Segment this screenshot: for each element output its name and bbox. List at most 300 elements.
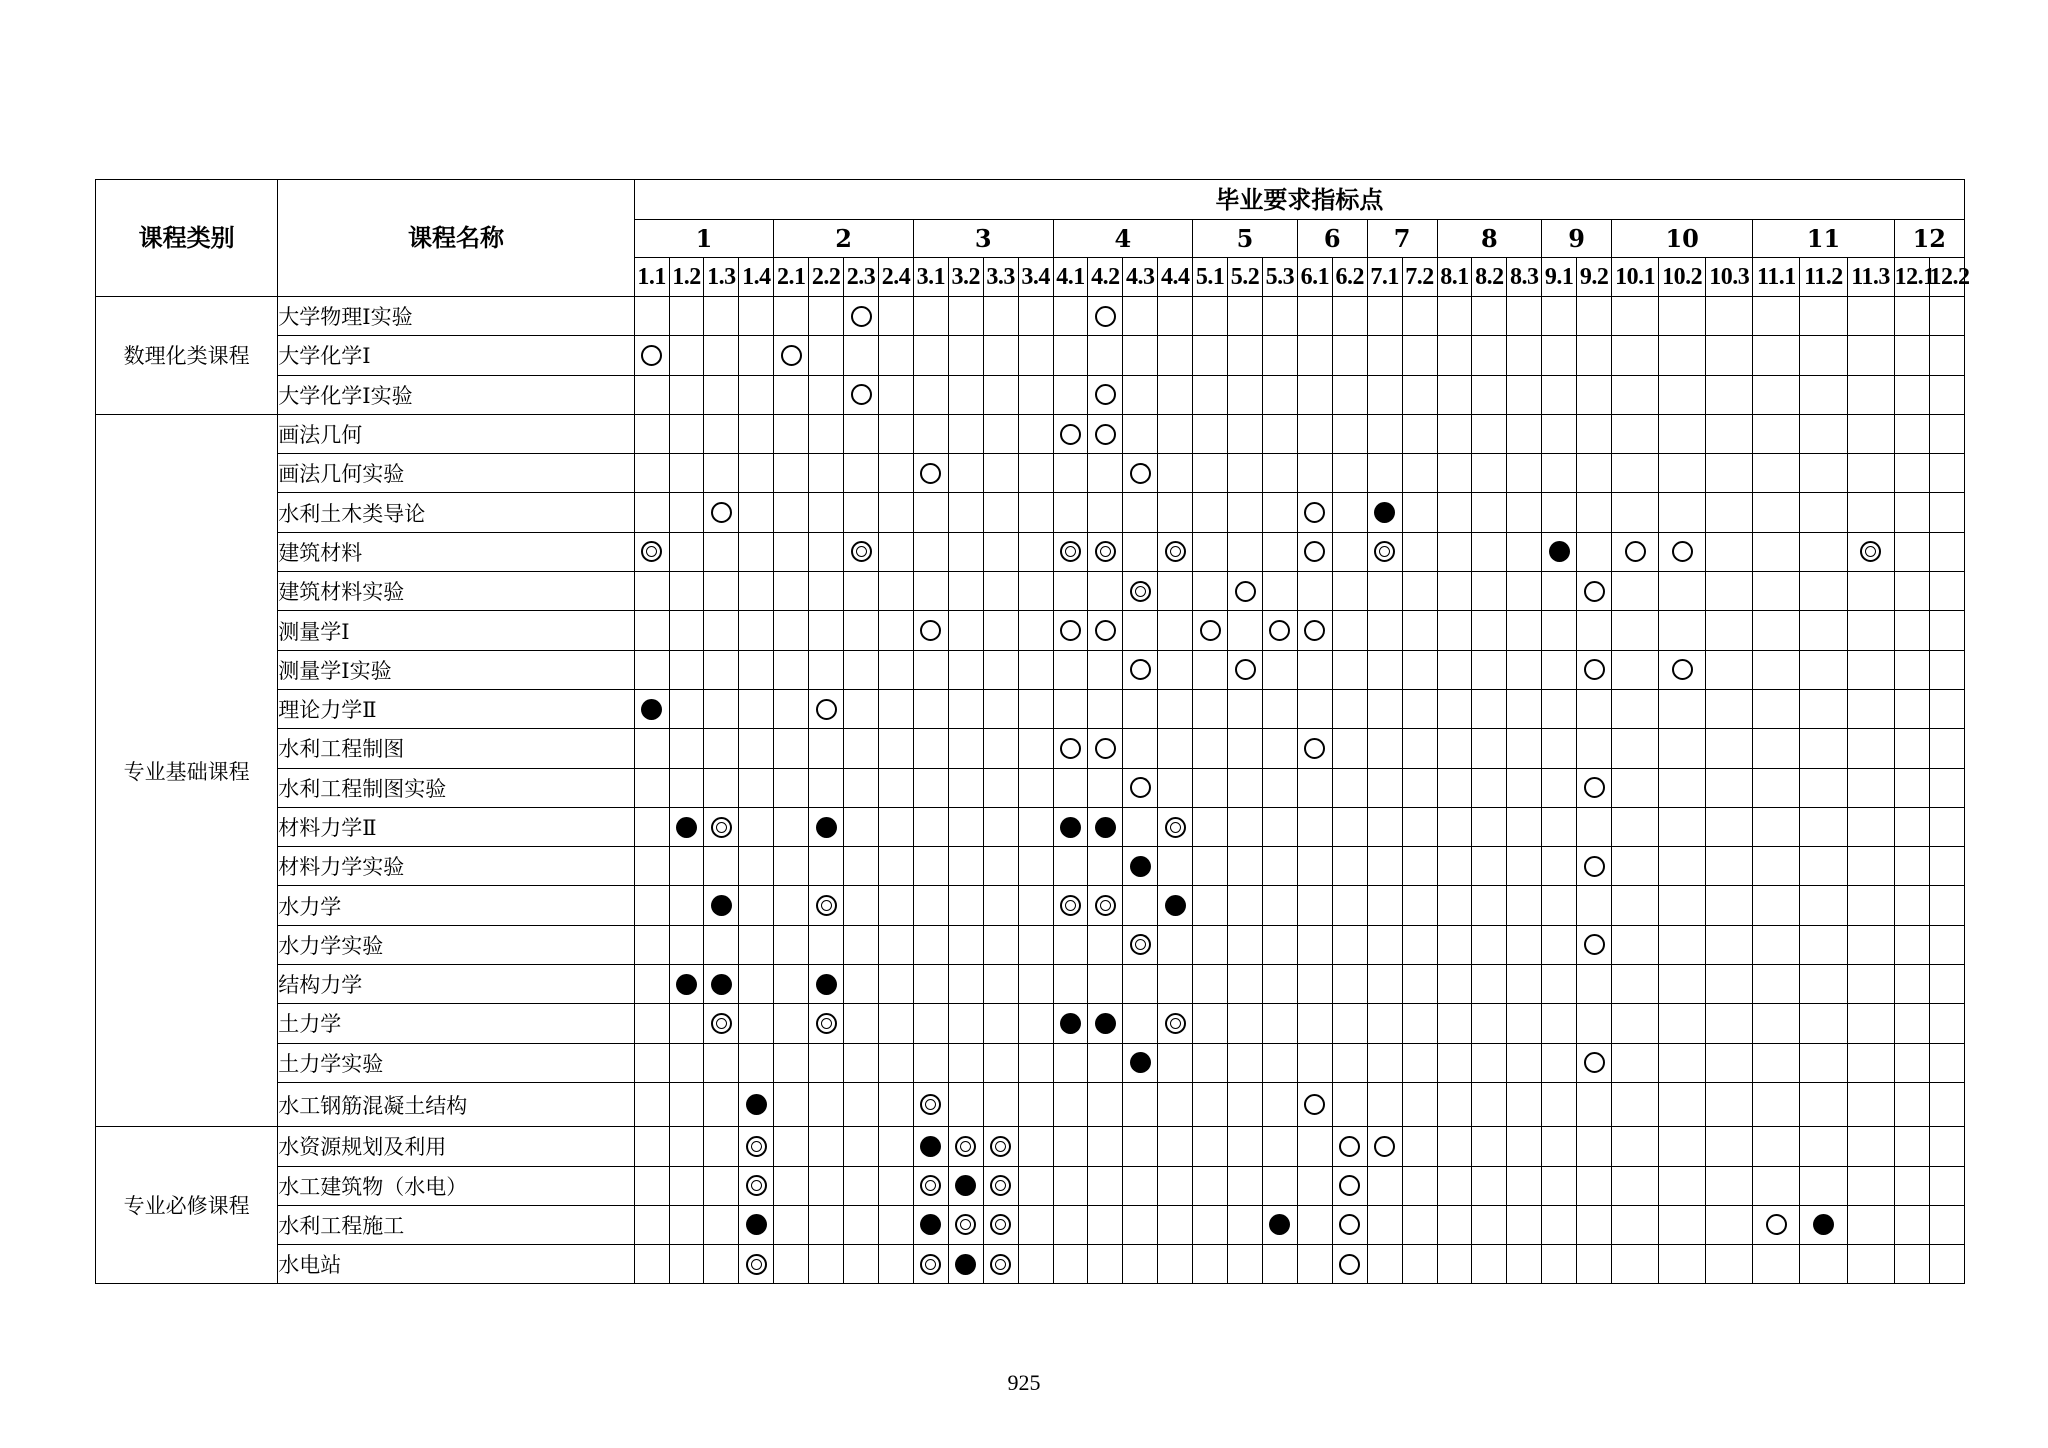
matrix-cell-2.1 — [774, 611, 809, 650]
indicator-header-6.1: 6.1 — [1297, 258, 1332, 297]
matrix-cell-3.3 — [983, 886, 1018, 925]
course-name: 结构力学 — [278, 965, 634, 1004]
matrix-cell-8.1 — [1437, 1082, 1472, 1126]
matrix-cell-1.3 — [704, 1205, 739, 1244]
matrix-cell-5.3 — [1262, 768, 1297, 807]
matrix-cell-12.2 — [1929, 532, 1965, 571]
matrix-cell-11.1 — [1753, 572, 1800, 611]
requirements-matrix-sheet — [95, 179, 1970, 1284]
header-course-category: 课程类别 — [96, 180, 278, 297]
circle-open-icon — [1200, 620, 1221, 641]
course-category: 数理化类课程 — [96, 297, 278, 415]
matrix-cell-2.2 — [809, 729, 844, 768]
matrix-cell-3.1 — [913, 1205, 948, 1244]
circle-open-icon — [781, 345, 802, 366]
matrix-cell-4.2 — [1088, 572, 1123, 611]
circle-open-icon — [1130, 659, 1151, 680]
circle-open-icon — [1339, 1214, 1360, 1235]
matrix-cell-5.3 — [1262, 1043, 1297, 1082]
matrix-cell-1.4 — [739, 572, 774, 611]
matrix-cell-8.2 — [1472, 414, 1507, 453]
indicator-header-10.1: 10.1 — [1612, 258, 1659, 297]
matrix-cell-5.1 — [1193, 1245, 1228, 1284]
matrix-cell-8.1 — [1437, 1004, 1472, 1043]
matrix-cell-12.2 — [1929, 1004, 1965, 1043]
matrix-cell-3.2 — [948, 336, 983, 375]
matrix-cell-8.3 — [1507, 965, 1542, 1004]
matrix-cell-11.2 — [1800, 1043, 1847, 1082]
matrix-cell-12.1 — [1894, 886, 1929, 925]
matrix-cell-8.3 — [1507, 572, 1542, 611]
matrix-cell-5.1 — [1193, 925, 1228, 964]
matrix-cell-11.1 — [1753, 297, 1800, 336]
matrix-cell-1.2 — [669, 454, 704, 493]
matrix-cell-8.1 — [1437, 454, 1472, 493]
matrix-cell-2.4 — [879, 1205, 914, 1244]
matrix-cell-10.3 — [1706, 375, 1753, 414]
matrix-cell-9.1 — [1542, 572, 1577, 611]
matrix-cell-10.2 — [1659, 1127, 1706, 1166]
matrix-cell-4.1 — [1053, 1082, 1088, 1126]
matrix-cell-1.3 — [704, 375, 739, 414]
matrix-cell-2.2 — [809, 1127, 844, 1166]
matrix-cell-11.1 — [1753, 493, 1800, 532]
matrix-cell-11.1 — [1753, 611, 1800, 650]
matrix-cell-10.1 — [1612, 807, 1659, 846]
matrix-cell-10.2 — [1659, 611, 1706, 650]
matrix-cell-7.1 — [1367, 1205, 1402, 1244]
matrix-cell-1.2 — [669, 297, 704, 336]
table-row — [96, 1043, 1965, 1082]
table-row — [96, 611, 1965, 650]
matrix-cell-10.1 — [1612, 768, 1659, 807]
course-name: 水利工程制图实验 — [278, 768, 634, 807]
matrix-cell-9.1 — [1542, 729, 1577, 768]
matrix-cell-4.2 — [1088, 493, 1123, 532]
circle-filled-icon — [955, 1254, 976, 1275]
matrix-cell-12.1 — [1894, 925, 1929, 964]
matrix-cell-1.3 — [704, 572, 739, 611]
table-row — [96, 965, 1965, 1004]
matrix-cell-11.1 — [1753, 689, 1800, 728]
matrix-cell-2.2 — [809, 847, 844, 886]
matrix-cell-10.2 — [1659, 807, 1706, 846]
matrix-cell-1.3 — [704, 807, 739, 846]
circle-double-icon — [955, 1136, 976, 1157]
matrix-cell-4.4 — [1158, 493, 1193, 532]
matrix-cell-2.3 — [844, 768, 879, 807]
matrix-cell-7.2 — [1402, 1166, 1437, 1205]
matrix-cell-5.3 — [1262, 297, 1297, 336]
matrix-cell-2.3 — [844, 336, 879, 375]
matrix-cell-5.2 — [1228, 965, 1263, 1004]
matrix-cell-2.3 — [844, 414, 879, 453]
matrix-cell-2.4 — [879, 297, 914, 336]
matrix-cell-3.2 — [948, 572, 983, 611]
matrix-cell-7.1 — [1367, 493, 1402, 532]
matrix-cell-8.3 — [1507, 847, 1542, 886]
matrix-cell-6.2 — [1332, 886, 1367, 925]
matrix-cell-10.3 — [1706, 1043, 1753, 1082]
matrix-cell-9.1 — [1542, 1004, 1577, 1043]
matrix-cell-1.1 — [634, 689, 669, 728]
matrix-cell-9.1 — [1542, 611, 1577, 650]
matrix-cell-2.3 — [844, 847, 879, 886]
circle-open-icon — [1130, 463, 1151, 484]
matrix-cell-5.1 — [1193, 375, 1228, 414]
matrix-cell-8.3 — [1507, 650, 1542, 689]
matrix-cell-10.3 — [1706, 1004, 1753, 1043]
matrix-cell-10.3 — [1706, 1245, 1753, 1284]
matrix-cell-1.2 — [669, 1127, 704, 1166]
page-number: 925 — [1007, 1370, 1041, 1395]
matrix-cell-10.2 — [1659, 414, 1706, 453]
matrix-cell-7.1 — [1367, 1082, 1402, 1126]
circle-open-icon — [1095, 306, 1116, 327]
matrix-cell-7.2 — [1402, 650, 1437, 689]
matrix-cell-1.4 — [739, 297, 774, 336]
circle-double-icon — [1165, 541, 1186, 562]
matrix-cell-10.3 — [1706, 886, 1753, 925]
matrix-cell-2.1 — [774, 336, 809, 375]
matrix-cell-1.3 — [704, 847, 739, 886]
indicator-header-4.1: 4.1 — [1053, 258, 1088, 297]
matrix-cell-11.3 — [1847, 1166, 1894, 1205]
matrix-cell-9.2 — [1577, 729, 1612, 768]
circle-open-icon — [1060, 738, 1081, 759]
matrix-cell-2.1 — [774, 729, 809, 768]
matrix-cell-1.1 — [634, 729, 669, 768]
matrix-cell-8.2 — [1472, 454, 1507, 493]
matrix-cell-3.3 — [983, 965, 1018, 1004]
matrix-cell-11.1 — [1753, 336, 1800, 375]
circle-filled-icon — [641, 699, 662, 720]
matrix-cell-11.3 — [1847, 336, 1894, 375]
indicator-header-11.2: 11.2 — [1800, 258, 1847, 297]
matrix-cell-2.2 — [809, 611, 844, 650]
matrix-cell-4.4 — [1158, 807, 1193, 846]
matrix-cell-12.2 — [1929, 611, 1965, 650]
matrix-cell-11.3 — [1847, 729, 1894, 768]
matrix-cell-7.2 — [1402, 729, 1437, 768]
indicator-header-1.2: 1.2 — [669, 258, 704, 297]
indicator-header-3.4: 3.4 — [1018, 258, 1053, 297]
matrix-cell-3.1 — [913, 650, 948, 689]
matrix-cell-9.1 — [1542, 1166, 1577, 1205]
matrix-cell-5.3 — [1262, 847, 1297, 886]
matrix-cell-1.3 — [704, 1043, 739, 1082]
matrix-cell-6.1 — [1297, 1004, 1332, 1043]
matrix-cell-7.1 — [1367, 1004, 1402, 1043]
matrix-cell-7.2 — [1402, 1127, 1437, 1166]
course-name: 水电站 — [278, 1245, 634, 1284]
matrix-cell-2.2 — [809, 297, 844, 336]
matrix-cell-1.4 — [739, 807, 774, 846]
circle-filled-icon — [1060, 1013, 1081, 1034]
matrix-cell-11.1 — [1753, 650, 1800, 689]
matrix-cell-2.3 — [844, 807, 879, 846]
matrix-cell-1.2 — [669, 572, 704, 611]
table-row — [96, 925, 1965, 964]
matrix-cell-11.2 — [1800, 336, 1847, 375]
matrix-cell-1.3 — [704, 965, 739, 1004]
circle-open-icon — [851, 384, 872, 405]
matrix-cell-2.3 — [844, 1166, 879, 1205]
matrix-cell-5.1 — [1193, 493, 1228, 532]
matrix-cell-12.1 — [1894, 729, 1929, 768]
course-name: 测量学Ⅰ实验 — [278, 650, 634, 689]
course-name: 画法几何实验 — [278, 454, 634, 493]
matrix-cell-2.4 — [879, 1127, 914, 1166]
matrix-cell-5.3 — [1262, 532, 1297, 571]
matrix-cell-8.3 — [1507, 1205, 1542, 1244]
matrix-cell-9.2 — [1577, 414, 1612, 453]
matrix-cell-4.2 — [1088, 1127, 1123, 1166]
matrix-cell-9.2 — [1577, 925, 1612, 964]
matrix-cell-10.2 — [1659, 532, 1706, 571]
matrix-cell-12.2 — [1929, 689, 1965, 728]
matrix-cell-5.2 — [1228, 925, 1263, 964]
matrix-cell-3.2 — [948, 965, 983, 1004]
circle-open-icon — [1625, 541, 1646, 562]
matrix-cell-10.1 — [1612, 1127, 1659, 1166]
matrix-cell-3.1 — [913, 886, 948, 925]
matrix-cell-2.4 — [879, 454, 914, 493]
matrix-cell-3.4 — [1018, 689, 1053, 728]
matrix-cell-3.4 — [1018, 1082, 1053, 1126]
matrix-cell-2.1 — [774, 1004, 809, 1043]
matrix-cell-5.1 — [1193, 572, 1228, 611]
matrix-cell-6.1 — [1297, 689, 1332, 728]
matrix-cell-2.2 — [809, 965, 844, 1004]
matrix-cell-5.3 — [1262, 336, 1297, 375]
requirement-header-11: 11 — [1753, 220, 1894, 258]
matrix-cell-11.2 — [1800, 689, 1847, 728]
matrix-cell-6.2 — [1332, 965, 1367, 1004]
matrix-cell-9.1 — [1542, 1043, 1577, 1082]
matrix-cell-2.2 — [809, 454, 844, 493]
matrix-cell-3.4 — [1018, 336, 1053, 375]
circle-open-icon — [1584, 777, 1605, 798]
matrix-cell-3.2 — [948, 1205, 983, 1244]
matrix-cell-4.1 — [1053, 847, 1088, 886]
matrix-cell-5.2 — [1228, 847, 1263, 886]
matrix-cell-7.1 — [1367, 1245, 1402, 1284]
matrix-cell-8.3 — [1507, 532, 1542, 571]
circle-double-icon — [1060, 895, 1081, 916]
matrix-cell-10.1 — [1612, 1205, 1659, 1244]
matrix-cell-12.1 — [1894, 414, 1929, 453]
matrix-cell-4.1 — [1053, 414, 1088, 453]
matrix-cell-7.1 — [1367, 297, 1402, 336]
matrix-cell-2.4 — [879, 807, 914, 846]
matrix-cell-11.2 — [1800, 611, 1847, 650]
matrix-cell-5.2 — [1228, 1004, 1263, 1043]
matrix-cell-2.2 — [809, 1043, 844, 1082]
matrix-cell-11.3 — [1847, 1245, 1894, 1284]
course-name: 水力学实验 — [278, 925, 634, 964]
matrix-cell-8.1 — [1437, 1205, 1472, 1244]
matrix-cell-1.3 — [704, 454, 739, 493]
matrix-cell-9.1 — [1542, 847, 1577, 886]
matrix-cell-1.3 — [704, 1127, 739, 1166]
matrix-cell-3.3 — [983, 1205, 1018, 1244]
table-row — [96, 493, 1965, 532]
matrix-cell-2.3 — [844, 1043, 879, 1082]
indicator-header-4.2: 4.2 — [1088, 258, 1123, 297]
matrix-cell-12.1 — [1894, 493, 1929, 532]
matrix-cell-4.4 — [1158, 689, 1193, 728]
matrix-cell-8.3 — [1507, 1245, 1542, 1284]
matrix-cell-1.1 — [634, 493, 669, 532]
matrix-cell-2.1 — [774, 1166, 809, 1205]
matrix-cell-10.1 — [1612, 965, 1659, 1004]
matrix-cell-3.4 — [1018, 532, 1053, 571]
indicator-header-5.1: 5.1 — [1193, 258, 1228, 297]
matrix-cell-2.3 — [844, 925, 879, 964]
matrix-cell-6.2 — [1332, 375, 1367, 414]
matrix-cell-8.1 — [1437, 1166, 1472, 1205]
circle-filled-icon — [676, 817, 697, 838]
circle-filled-icon — [746, 1094, 767, 1115]
matrix-cell-4.1 — [1053, 886, 1088, 925]
matrix-cell-6.1 — [1297, 1082, 1332, 1126]
matrix-cell-2.3 — [844, 572, 879, 611]
matrix-cell-8.3 — [1507, 886, 1542, 925]
matrix-cell-9.2 — [1577, 1205, 1612, 1244]
matrix-cell-8.1 — [1437, 729, 1472, 768]
table-row — [96, 729, 1965, 768]
matrix-cell-2.4 — [879, 1245, 914, 1284]
matrix-cell-9.2 — [1577, 886, 1612, 925]
matrix-cell-8.3 — [1507, 1082, 1542, 1126]
matrix-cell-6.2 — [1332, 414, 1367, 453]
matrix-cell-1.2 — [669, 611, 704, 650]
matrix-cell-3.1 — [913, 1127, 948, 1166]
course-name: 测量学Ⅰ — [278, 611, 634, 650]
matrix-cell-4.1 — [1053, 1205, 1088, 1244]
matrix-cell-4.1 — [1053, 532, 1088, 571]
matrix-cell-2.2 — [809, 375, 844, 414]
matrix-cell-5.2 — [1228, 611, 1263, 650]
matrix-cell-8.2 — [1472, 1004, 1507, 1043]
matrix-cell-12.2 — [1929, 1205, 1965, 1244]
matrix-cell-3.4 — [1018, 454, 1053, 493]
circle-open-icon — [1584, 659, 1605, 680]
matrix-cell-10.1 — [1612, 336, 1659, 375]
matrix-cell-5.3 — [1262, 454, 1297, 493]
matrix-cell-8.3 — [1507, 336, 1542, 375]
matrix-cell-8.1 — [1437, 689, 1472, 728]
matrix-cell-12.2 — [1929, 729, 1965, 768]
matrix-cell-7.1 — [1367, 375, 1402, 414]
matrix-cell-5.2 — [1228, 689, 1263, 728]
matrix-cell-1.2 — [669, 532, 704, 571]
matrix-cell-11.2 — [1800, 886, 1847, 925]
matrix-cell-3.2 — [948, 729, 983, 768]
matrix-cell-10.1 — [1612, 689, 1659, 728]
matrix-cell-3.3 — [983, 1166, 1018, 1205]
matrix-cell-10.1 — [1612, 297, 1659, 336]
matrix-cell-1.4 — [739, 1082, 774, 1126]
circle-filled-icon — [711, 895, 732, 916]
matrix-cell-10.1 — [1612, 1043, 1659, 1082]
matrix-cell-1.1 — [634, 1166, 669, 1205]
table-row — [96, 1082, 1965, 1126]
matrix-cell-1.4 — [739, 414, 774, 453]
matrix-cell-12.2 — [1929, 454, 1965, 493]
matrix-cell-3.3 — [983, 611, 1018, 650]
requirement-header-3: 3 — [913, 220, 1053, 258]
matrix-cell-7.2 — [1402, 414, 1437, 453]
matrix-cell-1.3 — [704, 1245, 739, 1284]
matrix-cell-6.2 — [1332, 532, 1367, 571]
matrix-cell-11.1 — [1753, 1166, 1800, 1205]
matrix-cell-9.2 — [1577, 847, 1612, 886]
matrix-cell-6.1 — [1297, 375, 1332, 414]
matrix-cell-11.3 — [1847, 1004, 1894, 1043]
matrix-cell-4.2 — [1088, 1166, 1123, 1205]
matrix-cell-6.1 — [1297, 572, 1332, 611]
matrix-cell-4.3 — [1123, 965, 1158, 1004]
table-row — [96, 689, 1965, 728]
matrix-cell-11.2 — [1800, 414, 1847, 453]
matrix-cell-5.1 — [1193, 1004, 1228, 1043]
matrix-cell-11.2 — [1800, 1205, 1847, 1244]
matrix-cell-4.3 — [1123, 493, 1158, 532]
circle-open-icon — [1584, 934, 1605, 955]
matrix-cell-3.4 — [1018, 965, 1053, 1004]
matrix-cell-11.3 — [1847, 1043, 1894, 1082]
matrix-cell-9.2 — [1577, 532, 1612, 571]
matrix-cell-10.2 — [1659, 454, 1706, 493]
matrix-cell-1.1 — [634, 1043, 669, 1082]
matrix-cell-6.2 — [1332, 336, 1367, 375]
matrix-cell-2.2 — [809, 1166, 844, 1205]
matrix-cell-5.1 — [1193, 1166, 1228, 1205]
matrix-cell-11.1 — [1753, 768, 1800, 807]
matrix-cell-8.1 — [1437, 1127, 1472, 1166]
course-name: 水工建筑物（水电） — [278, 1166, 634, 1205]
matrix-cell-4.2 — [1088, 532, 1123, 571]
matrix-cell-1.2 — [669, 493, 704, 532]
table-row — [96, 572, 1965, 611]
matrix-cell-6.2 — [1332, 611, 1367, 650]
matrix-cell-4.3 — [1123, 414, 1158, 453]
matrix-cell-8.2 — [1472, 689, 1507, 728]
matrix-cell-10.2 — [1659, 297, 1706, 336]
matrix-cell-11.1 — [1753, 1245, 1800, 1284]
table-row — [96, 297, 1965, 336]
matrix-cell-8.1 — [1437, 886, 1472, 925]
matrix-cell-5.3 — [1262, 375, 1297, 414]
matrix-cell-1.1 — [634, 1127, 669, 1166]
matrix-cell-7.1 — [1367, 847, 1402, 886]
matrix-cell-2.3 — [844, 493, 879, 532]
matrix-cell-8.3 — [1507, 689, 1542, 728]
matrix-cell-5.3 — [1262, 729, 1297, 768]
matrix-cell-5.1 — [1193, 611, 1228, 650]
matrix-cell-3.3 — [983, 1127, 1018, 1166]
matrix-cell-3.3 — [983, 572, 1018, 611]
matrix-cell-5.3 — [1262, 807, 1297, 846]
matrix-cell-3.1 — [913, 965, 948, 1004]
matrix-cell-10.1 — [1612, 847, 1659, 886]
matrix-cell-4.4 — [1158, 336, 1193, 375]
matrix-cell-8.3 — [1507, 1043, 1542, 1082]
matrix-cell-4.3 — [1123, 886, 1158, 925]
matrix-cell-12.2 — [1929, 965, 1965, 1004]
